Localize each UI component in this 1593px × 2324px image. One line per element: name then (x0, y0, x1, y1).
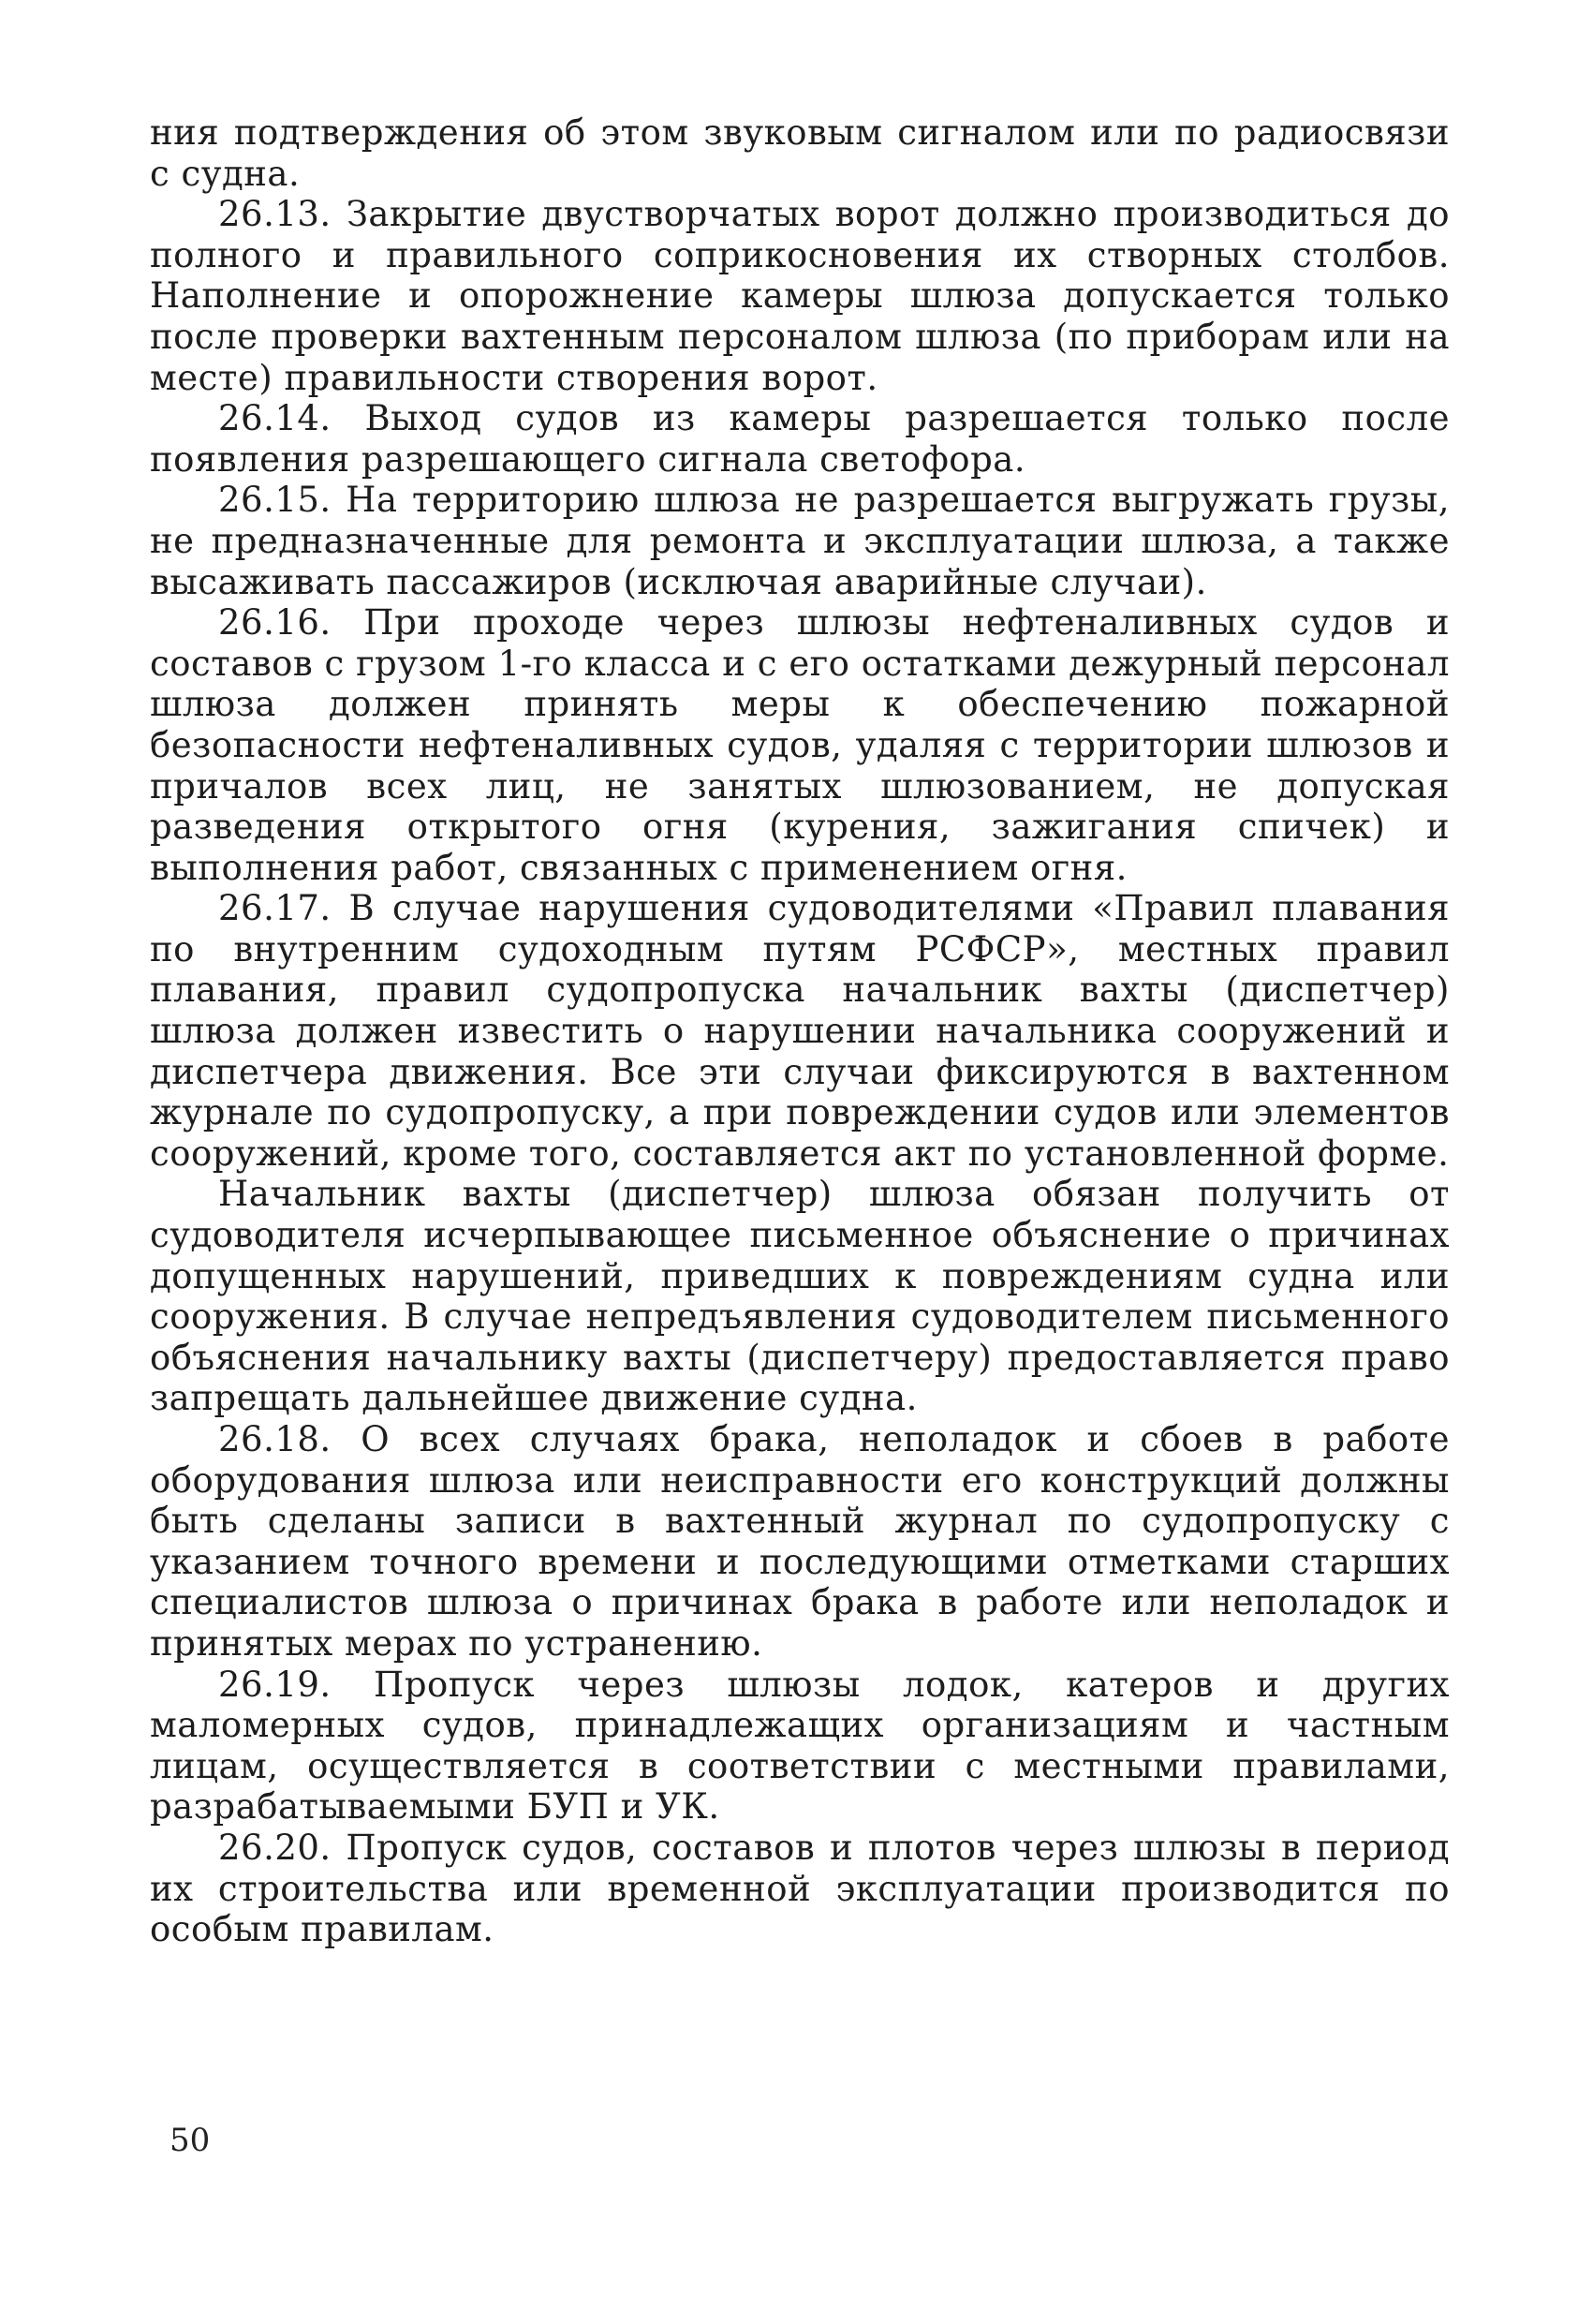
paragraph-26-15: 26.15. На территорию шлюза не разрешается выгружать грузы, не предназначенные для ремонта и эксплуатации шлюза, а также высаживать пассажиров (исключая аварийные случаи). (150, 480, 1450, 602)
paragraph-26-20: 26.20. Пропуск судов, составов и плотов через шлюзы в период их строительства или временной эксплуатации производится по особым правилам. (150, 1827, 1450, 1950)
paragraph-26-18: 26.18. О всех случаях брака, неполадок и сбоев в работе оборудования шлюза или неисправности его конструкций должны быть сделаны записи в вахтенный журнал по судопропуску с указанием точного времени и последующими отметками старших специалистов шлюза о причинах брака в работе или неполадок и принятых мерах по устранению. (150, 1419, 1450, 1664)
paragraph-26-17: 26.17. В случае нарушения судоводителями «Правил плавания по внутренним судоходным путям РСФСР», местных правил плавания, правил судопропуска начальник вахты (диспетчер) шлюза должен известить о нарушении начальника сооружений и диспетчера движения. Все эти случаи фиксируются в вахтенном журнале по судопропуску, а при повреждении судов или элементов сооружений, кроме того, составляется акт по установленной форме. (150, 888, 1450, 1174)
page-number: 50 (170, 2122, 211, 2159)
paragraph-26-13: 26.13. Закрытие двустворчатых ворот должно производиться до полного и правильного соприкосновения их створных столбов. Наполнение и опорожнение камеры шлюза допускается только после проверки вахтенным персоналом шлюза (по приборам или на месте) правильности створения ворот. (150, 194, 1450, 398)
paragraph-continuation: ния подтверждения об этом звуковым сигналом или по радиосвязи с судна. (150, 112, 1450, 194)
paragraph-26-19: 26.19. Пропуск через шлюзы лодок, катеров и других маломерных судов, принадлежащих организациям и частным лицам, осуществляется в соответствии с местными правилами, разрабатываемыми БУП и УК. (150, 1664, 1450, 1828)
page-body (150, 112, 1450, 1950)
paragraph-26-16: 26.16. При проходе через шлюзы нефтеналивных судов и составов с грузом 1-го класса и с его остатками дежурный персонал шлюза должен принять меры к обеспечению пожарной безопасности нефтеналивных судов, удаляя с территории шлюзов и причалов всех лиц, не занятых шлюзованием, не допуская разведения открытого огня (курения, зажигания спичек) и выполнения работ, связанных с применением огня. (150, 602, 1450, 888)
paragraph-26-17-second: Начальник вахты (диспетчер) шлюза обязан получить от судоводителя исчерпывающее письменное объяснение о причинах допущенных нарушений, приведших к повреждениям судна или сооружения. В случае непредъявления судоводителем письменного объяснения начальнику вахты (диспетчеру) предоставляется право запрещать дальнейшее движение судна. (150, 1174, 1450, 1419)
paragraph-26-14: 26.14. Выход судов из камеры разрешается только после появления разрешающего сигнала светофора. (150, 398, 1450, 480)
